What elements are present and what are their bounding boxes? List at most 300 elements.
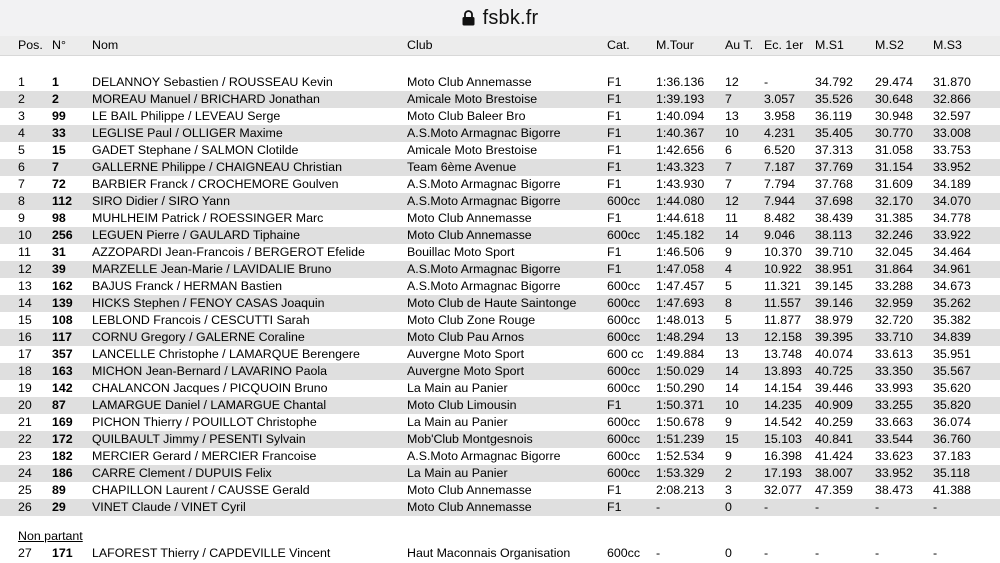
cell-lap-number: 13 bbox=[725, 330, 739, 344]
table-row bbox=[0, 108, 1000, 125]
cell-category: F1 bbox=[607, 177, 622, 191]
cell-best-s2: 33.350 bbox=[875, 364, 913, 378]
cell-lap-number: 6 bbox=[725, 143, 732, 157]
cell-category: 600cc bbox=[607, 279, 641, 293]
cell-best-s3: - bbox=[933, 500, 938, 514]
cell-pos: 17 bbox=[18, 347, 32, 361]
results-rows bbox=[0, 74, 1000, 516]
cell-pos: 4 bbox=[18, 126, 25, 140]
cell-category: F1 bbox=[607, 500, 622, 514]
cell-best-s2: 33.544 bbox=[875, 432, 913, 446]
cell-category: 600cc bbox=[607, 449, 641, 463]
cell-best-lap: 1:50.029 bbox=[656, 364, 705, 378]
url-text: fsbk.fr bbox=[482, 6, 539, 29]
cell-gap-first: 3.958 bbox=[764, 109, 796, 123]
cell-best-s2: 33.710 bbox=[875, 330, 913, 344]
header-best-s1: M.S1 bbox=[815, 38, 844, 52]
table-row bbox=[0, 397, 1000, 414]
cell-gap-first: 11.557 bbox=[764, 296, 801, 310]
cell-best-lap: 1:47.058 bbox=[656, 262, 705, 276]
cell-name: CORNU Gregory / GALERNE Coraline bbox=[92, 330, 305, 344]
cell-club: Amicale Moto Brestoise bbox=[407, 92, 538, 106]
cell-best-s3: 35.118 bbox=[933, 466, 970, 480]
cell-number: 89 bbox=[52, 483, 66, 497]
cell-best-s1: 38.951 bbox=[815, 262, 853, 276]
cell-gap-first: 12.158 bbox=[764, 330, 802, 344]
cell-number: 139 bbox=[52, 296, 73, 310]
cell-best-s2: 32.959 bbox=[875, 296, 913, 310]
cell-best-s1: 39.446 bbox=[815, 381, 853, 395]
url-display[interactable] bbox=[462, 7, 539, 30]
cell-number: 7 bbox=[52, 160, 59, 174]
cell-name: CHAPILLON Laurent / CAUSSE Gerald bbox=[92, 483, 310, 497]
cell-category: 600cc bbox=[607, 432, 641, 446]
cell-best-lap: 1:43.930 bbox=[656, 177, 705, 191]
table-row bbox=[0, 482, 1000, 499]
cell-best-lap: 1:48.294 bbox=[656, 330, 705, 344]
cell-gap-first: 13.748 bbox=[764, 347, 802, 361]
cell-best-s3: 31.870 bbox=[933, 75, 971, 89]
cell-club: Bouillac Moto Sport bbox=[407, 245, 515, 259]
cell-club: A.S.Moto Armagnac Bigorre bbox=[407, 126, 561, 140]
cell-best-s2: 30.648 bbox=[875, 92, 913, 106]
cell-best-lap: 1:42.656 bbox=[656, 143, 705, 157]
cell-lap-number: 2 bbox=[725, 466, 732, 480]
cell-category: F1 bbox=[607, 483, 622, 497]
cell-name: GADET Stephane / SALMON Clotilde bbox=[92, 143, 299, 157]
cell-number: 108 bbox=[52, 313, 73, 327]
cell-club: A.S.Moto Armagnac Bigorre bbox=[407, 194, 561, 208]
cell-best-s1: 40.259 bbox=[815, 415, 853, 429]
cell-best-s3: 35.620 bbox=[933, 381, 971, 395]
cell-club: Moto Club de Haute Saintonge bbox=[407, 296, 577, 310]
cell-best-s1: 37.769 bbox=[815, 160, 853, 174]
cell-best-lap: 2:08.213 bbox=[656, 483, 705, 497]
cell-gap-first: 17.193 bbox=[764, 466, 802, 480]
cell-best-lap: 1:47.457 bbox=[656, 279, 705, 293]
cell-best-s3: 36.760 bbox=[933, 432, 971, 446]
cell-name: DELANNOY Sebastien / ROUSSEAU Kevin bbox=[92, 75, 333, 89]
cell-club: Moto Club Annemasse bbox=[407, 500, 532, 514]
cell-category: 600cc bbox=[607, 296, 641, 310]
table-row bbox=[0, 465, 1000, 482]
cell-name: MARZELLE Jean-Marie / LAVIDALIE Bruno bbox=[92, 262, 332, 276]
cell-number: 186 bbox=[52, 466, 73, 480]
cell-best-s1: 37.768 bbox=[815, 177, 853, 191]
cell-gap-first: - bbox=[764, 546, 769, 560]
cell-best-s1: 40.909 bbox=[815, 398, 853, 412]
cell-best-s3: 32.597 bbox=[933, 109, 971, 123]
cell-best-s2: 33.663 bbox=[875, 415, 913, 429]
cell-number: 169 bbox=[52, 415, 73, 429]
cell-name: MERCIER Gerard / MERCIER Francoise bbox=[92, 449, 317, 463]
cell-best-s2: 33.952 bbox=[875, 466, 913, 480]
table-row bbox=[0, 499, 1000, 516]
cell-gap-first: 3.057 bbox=[764, 92, 796, 106]
cell-best-s3: 34.961 bbox=[933, 262, 971, 276]
table-row bbox=[0, 74, 1000, 91]
cell-best-s1: - bbox=[815, 546, 820, 560]
cell-pos: 13 bbox=[18, 279, 32, 293]
cell-gap-first: - bbox=[764, 500, 769, 514]
cell-category: F1 bbox=[607, 75, 622, 89]
table-row bbox=[0, 312, 1000, 329]
header-gap-first: Ec. 1er bbox=[764, 38, 804, 52]
table-row bbox=[0, 414, 1000, 431]
cell-gap-first: 11.877 bbox=[764, 313, 801, 327]
table-row bbox=[0, 448, 1000, 465]
cell-gap-first: 7.944 bbox=[764, 194, 796, 208]
cell-lap-number: 7 bbox=[725, 160, 732, 174]
cell-best-lap: 1:44.080 bbox=[656, 194, 705, 208]
cell-club: Auvergne Moto Sport bbox=[407, 347, 525, 361]
cell-number: 171 bbox=[52, 546, 73, 560]
cell-best-s3: 35.262 bbox=[933, 296, 971, 310]
browser-address-bar[interactable] bbox=[0, 0, 1000, 37]
cell-best-lap: 1:52.534 bbox=[656, 449, 705, 463]
cell-best-s3: - bbox=[933, 546, 938, 560]
cell-number: 31 bbox=[52, 245, 66, 259]
cell-best-s1: 41.424 bbox=[815, 449, 853, 463]
cell-pos: 15 bbox=[18, 313, 32, 327]
cell-pos: 18 bbox=[18, 364, 32, 378]
cell-name: LAFOREST Thierry / CAPDEVILLE Vincent bbox=[92, 546, 331, 560]
cell-best-lap: 1:43.323 bbox=[656, 160, 705, 174]
header-name: Nom bbox=[92, 38, 119, 52]
cell-best-s2: 33.613 bbox=[875, 347, 913, 361]
header-category: Cat. bbox=[607, 38, 630, 52]
cell-pos: 23 bbox=[18, 449, 32, 463]
cell-best-s1: 38.007 bbox=[815, 466, 853, 480]
cell-lap-number: 0 bbox=[725, 546, 732, 560]
table-row bbox=[0, 193, 1000, 210]
cell-category: 600cc bbox=[607, 466, 641, 480]
lock-icon bbox=[462, 10, 475, 26]
cell-club: La Main au Panier bbox=[407, 381, 508, 395]
cell-name: SIRO Didier / SIRO Yann bbox=[92, 194, 230, 208]
cell-gap-first: - bbox=[764, 75, 769, 89]
cell-name: VINET Claude / VINET Cyril bbox=[92, 500, 246, 514]
cell-category: 600cc bbox=[607, 364, 641, 378]
cell-best-s1: 35.405 bbox=[815, 126, 853, 140]
cell-best-s1: 47.359 bbox=[815, 483, 853, 497]
cell-best-s1: 40.725 bbox=[815, 364, 853, 378]
cell-best-s3: 33.008 bbox=[933, 126, 971, 140]
cell-number: 39 bbox=[52, 262, 66, 276]
cell-lap-number: 10 bbox=[725, 398, 739, 412]
cell-lap-number: 13 bbox=[725, 347, 739, 361]
cell-best-lap: 1:44.618 bbox=[656, 211, 705, 225]
header-best-s3: M.S3 bbox=[933, 38, 962, 52]
cell-name: BARBIER Franck / CROCHEMORE Goulven bbox=[92, 177, 339, 191]
cell-best-s2: 33.288 bbox=[875, 279, 913, 293]
cell-lap-number: 4 bbox=[725, 262, 732, 276]
cell-lap-number: 5 bbox=[725, 313, 732, 327]
cell-best-s3: 33.952 bbox=[933, 160, 971, 174]
non-partant-title: Non partant bbox=[18, 529, 83, 543]
cell-best-lap: 1:53.329 bbox=[656, 466, 705, 480]
cell-gap-first: 13.893 bbox=[764, 364, 802, 378]
cell-category: 600cc bbox=[607, 194, 641, 208]
cell-club: Moto Club Limousin bbox=[407, 398, 517, 412]
cell-club: Auvergne Moto Sport bbox=[407, 364, 525, 378]
cell-number: 99 bbox=[52, 109, 66, 123]
cell-pos: 24 bbox=[18, 466, 32, 480]
cell-best-s1: 39.395 bbox=[815, 330, 853, 344]
cell-club: Amicale Moto Brestoise bbox=[407, 143, 538, 157]
cell-pos: 22 bbox=[18, 432, 32, 446]
cell-number: 357 bbox=[52, 347, 73, 361]
cell-gap-first: 10.370 bbox=[764, 245, 802, 259]
cell-best-s2: 29.474 bbox=[875, 75, 913, 89]
cell-category: 600cc bbox=[607, 546, 641, 560]
cell-gap-first: 15.103 bbox=[764, 432, 802, 446]
cell-lap-number: 15 bbox=[725, 432, 739, 446]
cell-lap-number: 5 bbox=[725, 279, 732, 293]
cell-club: Team 6ème Avenue bbox=[407, 160, 517, 174]
table-row bbox=[0, 363, 1000, 380]
header-pos: Pos. bbox=[18, 38, 43, 52]
cell-best-s3: 35.820 bbox=[933, 398, 971, 412]
cell-name: QUILBAULT Jimmy / PESENTI Sylvain bbox=[92, 432, 306, 446]
cell-best-lap: - bbox=[656, 500, 661, 514]
cell-best-s2: 32.170 bbox=[875, 194, 913, 208]
cell-name: CHALANCON Jacques / PICQUOIN Bruno bbox=[92, 381, 328, 395]
cell-pos: 27 bbox=[18, 546, 32, 560]
cell-best-s1: 39.146 bbox=[815, 296, 853, 310]
cell-gap-first: 14.154 bbox=[764, 381, 802, 395]
cell-pos: 3 bbox=[18, 109, 25, 123]
cell-category: 600cc bbox=[607, 381, 641, 395]
cell-name: LE BAIL Philippe / LEVEAU Serge bbox=[92, 109, 281, 123]
cell-number: 2 bbox=[52, 92, 59, 106]
cell-best-s2: 33.255 bbox=[875, 398, 913, 412]
cell-best-s3: 33.753 bbox=[933, 143, 971, 157]
table-row bbox=[0, 380, 1000, 397]
cell-name: LEBLOND Francois / CESCUTTI Sarah bbox=[92, 313, 310, 327]
cell-best-s2: 38.473 bbox=[875, 483, 913, 497]
cell-best-s1: 34.792 bbox=[815, 75, 853, 89]
header-club: Club bbox=[407, 38, 433, 52]
cell-category: F1 bbox=[607, 245, 622, 259]
cell-name: LEGUEN Pierre / GAULARD Tiphaine bbox=[92, 228, 300, 242]
cell-club: Moto Club Annemasse bbox=[407, 483, 532, 497]
cell-pos: 10 bbox=[18, 228, 32, 242]
cell-best-s3: 33.922 bbox=[933, 228, 971, 242]
cell-club: Moto Club Annemasse bbox=[407, 211, 532, 225]
cell-category: 600cc bbox=[607, 228, 641, 242]
cell-number: 87 bbox=[52, 398, 66, 412]
table-row bbox=[0, 176, 1000, 193]
cell-pos: 8 bbox=[18, 194, 25, 208]
cell-name: LAMARGUE Daniel / LAMARGUE Chantal bbox=[92, 398, 327, 412]
cell-best-lap: 1:47.693 bbox=[656, 296, 705, 310]
cell-category: F1 bbox=[607, 211, 622, 225]
cell-club: A.S.Moto Armagnac Bigorre bbox=[407, 177, 561, 191]
cell-pos: 9 bbox=[18, 211, 25, 225]
cell-best-s1: 40.841 bbox=[815, 432, 853, 446]
cell-lap-number: 11 bbox=[725, 211, 738, 225]
cell-best-s3: 34.189 bbox=[933, 177, 971, 191]
cell-best-s3: 34.778 bbox=[933, 211, 971, 225]
cell-number: 142 bbox=[52, 381, 73, 395]
cell-lap-number: 13 bbox=[725, 109, 739, 123]
cell-number: 15 bbox=[52, 143, 66, 157]
cell-pos: 5 bbox=[18, 143, 25, 157]
cell-best-s2: 30.948 bbox=[875, 109, 913, 123]
cell-lap-number: 0 bbox=[725, 500, 732, 514]
cell-club: La Main au Panier bbox=[407, 466, 508, 480]
cell-gap-first: 6.520 bbox=[764, 143, 796, 157]
cell-category: F1 bbox=[607, 262, 622, 276]
cell-category: F1 bbox=[607, 398, 622, 412]
cell-name: AZZOPARDI Jean-Francois / BERGEROT Efelide bbox=[92, 245, 365, 259]
table-row bbox=[0, 210, 1000, 227]
cell-category: F1 bbox=[607, 109, 622, 123]
cell-category: 600cc bbox=[607, 415, 641, 429]
cell-best-s3: 37.183 bbox=[933, 449, 971, 463]
cell-name: MICHON Jean-Bernard / LAVARINO Paola bbox=[92, 364, 328, 378]
cell-best-s3: 35.567 bbox=[933, 364, 971, 378]
cell-best-s2: 30.770 bbox=[875, 126, 913, 140]
cell-gap-first: 9.046 bbox=[764, 228, 796, 242]
cell-pos: 26 bbox=[18, 500, 32, 514]
cell-number: 172 bbox=[52, 432, 73, 446]
cell-number: 162 bbox=[52, 279, 73, 293]
cell-best-s1: 38.979 bbox=[815, 313, 853, 327]
table-row bbox=[0, 278, 1000, 295]
cell-pos: 7 bbox=[18, 177, 25, 191]
cell-best-s3: 32.866 bbox=[933, 92, 971, 106]
cell-gap-first: 10.922 bbox=[764, 262, 802, 276]
cell-number: 163 bbox=[52, 364, 73, 378]
cell-best-lap: 1:40.094 bbox=[656, 109, 705, 123]
header-number: N° bbox=[52, 38, 66, 52]
table-row bbox=[0, 227, 1000, 244]
cell-best-s2: 33.623 bbox=[875, 449, 913, 463]
cell-lap-number: 12 bbox=[725, 194, 739, 208]
cell-pos: 20 bbox=[18, 398, 32, 412]
cell-pos: 16 bbox=[18, 330, 32, 344]
cell-best-s3: 35.382 bbox=[933, 313, 971, 327]
cell-best-lap: 1:50.290 bbox=[656, 381, 705, 395]
cell-pos: 11 bbox=[18, 245, 31, 259]
cell-best-s2: 33.993 bbox=[875, 381, 913, 395]
cell-club: Moto Club Annemasse bbox=[407, 228, 532, 242]
cell-name: LEGLISE Paul / OLLIGER Maxime bbox=[92, 126, 283, 140]
cell-best-s2: 31.864 bbox=[875, 262, 913, 276]
cell-gap-first: 7.187 bbox=[764, 160, 796, 174]
cell-number: 112 bbox=[52, 194, 72, 208]
table-row bbox=[0, 261, 1000, 278]
cell-name: PICHON Thierry / POUILLOT Christophe bbox=[92, 415, 317, 429]
cell-pos: 2 bbox=[18, 92, 25, 106]
cell-best-s3: 34.464 bbox=[933, 245, 971, 259]
cell-best-lap: 1:39.193 bbox=[656, 92, 705, 106]
cell-best-s1: 40.074 bbox=[815, 347, 853, 361]
cell-gap-first: 11.321 bbox=[764, 279, 801, 293]
cell-best-s1: 38.113 bbox=[815, 228, 852, 242]
cell-best-s3: 35.951 bbox=[933, 347, 971, 361]
cell-number: 98 bbox=[52, 211, 66, 225]
cell-best-s2: - bbox=[875, 546, 880, 560]
cell-number: 1 bbox=[52, 75, 59, 89]
cell-gap-first: 8.482 bbox=[764, 211, 796, 225]
cell-number: 182 bbox=[52, 449, 73, 463]
table-row bbox=[0, 329, 1000, 346]
cell-name: HICKS Stephen / FENOY CASAS Joaquin bbox=[92, 296, 325, 310]
cell-number: 29 bbox=[52, 500, 66, 514]
cell-best-s3: 34.839 bbox=[933, 330, 971, 344]
non-partant-rows bbox=[0, 545, 1000, 562]
table-row bbox=[0, 244, 1000, 261]
cell-pos: 12 bbox=[18, 262, 32, 276]
cell-club: Moto Club Pau Arnos bbox=[407, 330, 525, 344]
cell-best-s2: 32.246 bbox=[875, 228, 913, 242]
cell-club: A.S.Moto Armagnac Bigorre bbox=[407, 279, 561, 293]
cell-best-s2: 31.154 bbox=[875, 160, 913, 174]
table-row bbox=[0, 142, 1000, 159]
cell-club: A.S.Moto Armagnac Bigorre bbox=[407, 449, 561, 463]
cell-pos: 21 bbox=[18, 415, 32, 429]
cell-club: Haut Maconnais Organisation bbox=[407, 546, 571, 560]
cell-category: 600 cc bbox=[607, 347, 644, 361]
table-row bbox=[0, 295, 1000, 312]
cell-lap-number: 7 bbox=[725, 92, 732, 106]
table-row bbox=[0, 125, 1000, 142]
cell-lap-number: 14 bbox=[725, 381, 739, 395]
cell-lap-number: 9 bbox=[725, 415, 732, 429]
cell-best-s2: 31.385 bbox=[875, 211, 913, 225]
cell-lap-number: 7 bbox=[725, 177, 732, 191]
cell-pos: 1 bbox=[18, 75, 25, 89]
cell-best-s1: 39.145 bbox=[815, 279, 853, 293]
header-lap-number: Au T. bbox=[725, 38, 754, 52]
cell-best-lap: 1:48.013 bbox=[656, 313, 705, 327]
cell-number: 72 bbox=[52, 177, 66, 191]
cell-lap-number: 10 bbox=[725, 126, 739, 140]
cell-lap-number: 14 bbox=[725, 228, 739, 242]
cell-number: 256 bbox=[52, 228, 73, 242]
header-best-lap: M.Tour bbox=[656, 38, 694, 52]
cell-club: La Main au Panier bbox=[407, 415, 508, 429]
cell-gap-first: 7.794 bbox=[764, 177, 796, 191]
cell-gap-first: 14.542 bbox=[764, 415, 802, 429]
cell-best-lap: 1:49.884 bbox=[656, 347, 705, 361]
table-row bbox=[0, 91, 1000, 108]
cell-name: MOREAU Manuel / BRICHARD Jonathan bbox=[92, 92, 320, 106]
cell-category: F1 bbox=[607, 126, 622, 140]
cell-best-s3: 34.070 bbox=[933, 194, 971, 208]
cell-best-s2: - bbox=[875, 500, 880, 514]
cell-gap-first: 4.231 bbox=[764, 126, 796, 140]
cell-best-s3: 36.074 bbox=[933, 415, 971, 429]
cell-club: Moto Club Annemasse bbox=[407, 75, 532, 89]
cell-best-s1: 39.710 bbox=[815, 245, 853, 259]
cell-lap-number: 14 bbox=[725, 364, 739, 378]
cell-best-s2: 32.045 bbox=[875, 245, 913, 259]
cell-name: BAJUS Franck / HERMAN Bastien bbox=[92, 279, 283, 293]
cell-best-s2: 31.058 bbox=[875, 143, 913, 157]
cell-pos: 19 bbox=[18, 381, 32, 395]
cell-number: 117 bbox=[52, 330, 72, 344]
cell-best-lap: - bbox=[656, 546, 661, 560]
cell-lap-number: 8 bbox=[725, 296, 732, 310]
table-row bbox=[0, 159, 1000, 176]
cell-best-s1: 38.439 bbox=[815, 211, 853, 225]
cell-category: F1 bbox=[607, 143, 622, 157]
cell-best-lap: 1:50.371 bbox=[656, 398, 705, 412]
